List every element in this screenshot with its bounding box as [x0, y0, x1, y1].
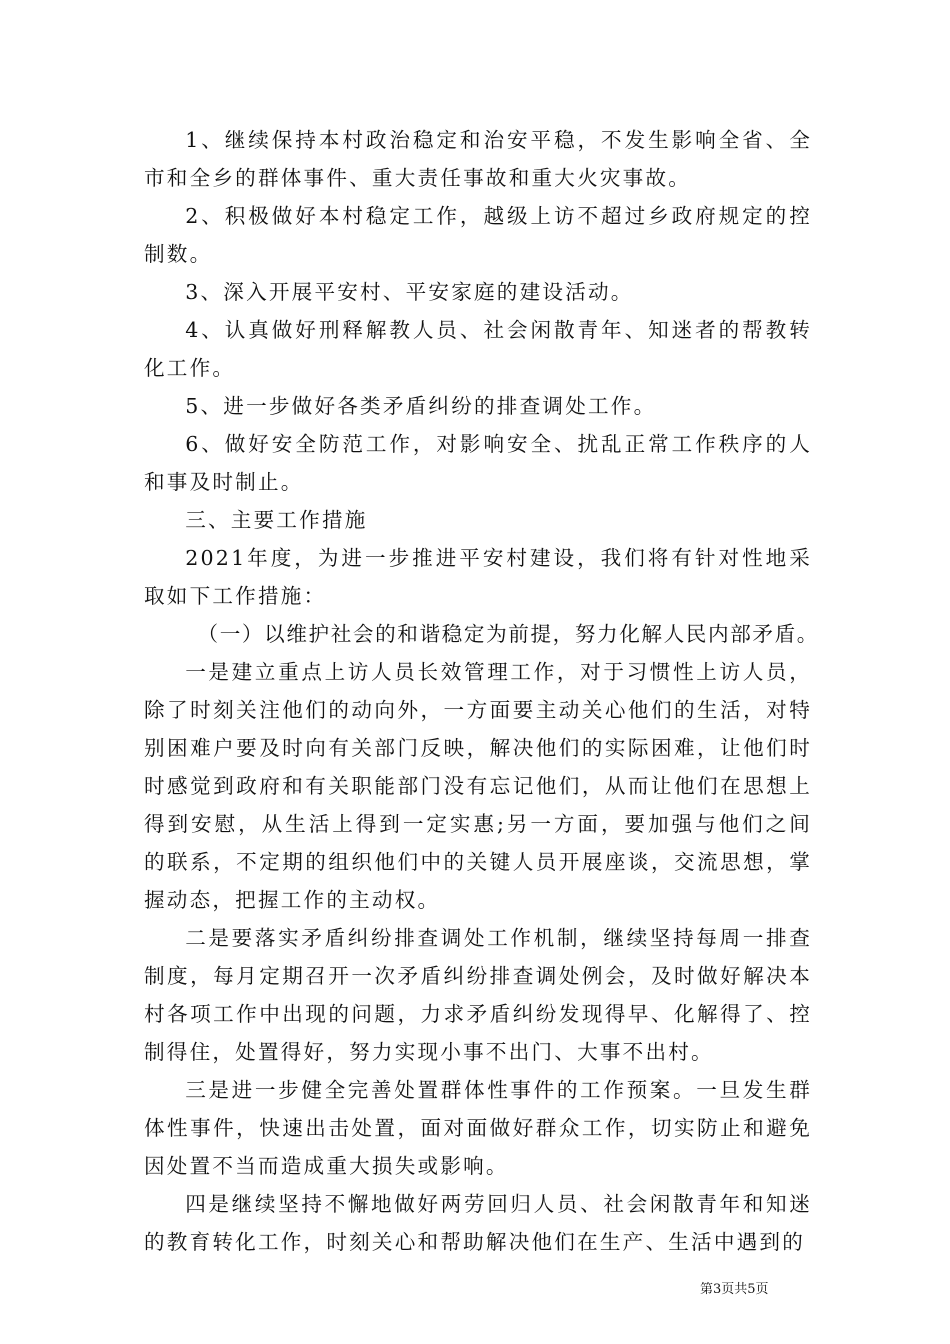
- paragraph-measure-2: 二是要落实矛盾纠纷排查调处工作机制，继续坚持每周一排查制度，每月定期召开一次矛盾纠纷排查调处例会，及时做好解决本村各项工作中出现的问题，力求矛盾纠纷发现得早、化解得了、控制得住，处置得好，努力实现小事不出门、大事不出村。: [144, 926, 812, 1064]
- paragraph-measure-3: 三是进一步健全完善处置群体性事件的工作预案。一旦发生群体性事件，快速出击处置，面对面做好群众工作，切实防止和避免因处置不当而造成重大损失或影响。: [144, 1078, 812, 1178]
- subsection-heading: （一）以维护社会的和谐稳定为前提，努力化解人民内部矛盾。: [197, 622, 819, 646]
- paragraph-measure-4: 四是继续坚持不懈地做好两劳回归人员、社会闲散青年和知迷的教育转化工作，时刻关心和帮助解决他们在生产、生活中遇到的: [144, 1192, 812, 1254]
- paragraph-goal-6: 6、做好安全防范工作，对影响安全、扰乱正常工作秩序的人和事及时制止。: [144, 432, 812, 494]
- paragraph-goal-2: 2、积极做好本村稳定工作，越级上访不超过乡政府规定的控制数。: [144, 204, 812, 266]
- paragraph-measure-1: 一是建立重点上访人员长效管理工作，对于习惯性上访人员，除了时刻关注他们的动向外，一方面要主动关心他们的生活，对特别困难户要及时向有关部门反映，解决他们的实际困难，让他们时时感觉到政府和有关职能部门没有忘记他们，从而让他们在思想上得到安慰，从生活上得到一定实惠;另一方面，要加强与他们之间的联系，不定期的组织他们中的关键人员开展座谈，交流思想，掌握动态，把握工作的主动权。: [144, 660, 812, 912]
- paragraph-goal-1: 1、继续保持本村政治稳定和治安平稳，不发生影响全省、全市和全乡的群体事件、重大责任事故和重大火灾事故。: [144, 128, 812, 190]
- paragraph-goal-3: 3、深入开展平安村、平安家庭的建设活动。: [185, 280, 634, 304]
- page-number: 第3页共5页: [700, 1282, 769, 1297]
- document-body: [144, 121, 819, 1261]
- section-heading: 三、主要工作措施: [185, 508, 368, 532]
- paragraph-goal-5: 5、进一步做好各类矛盾纠纷的排查调处工作。: [185, 394, 657, 418]
- paragraph-goal-4: 4、认真做好刑释解教人员、社会闲散青年、知迷者的帮教转化工作。: [144, 318, 812, 380]
- paragraph-intro: 2021年度，为进一步推进平安村建设，我们将有针对性地采取如下工作措施：: [144, 546, 812, 608]
